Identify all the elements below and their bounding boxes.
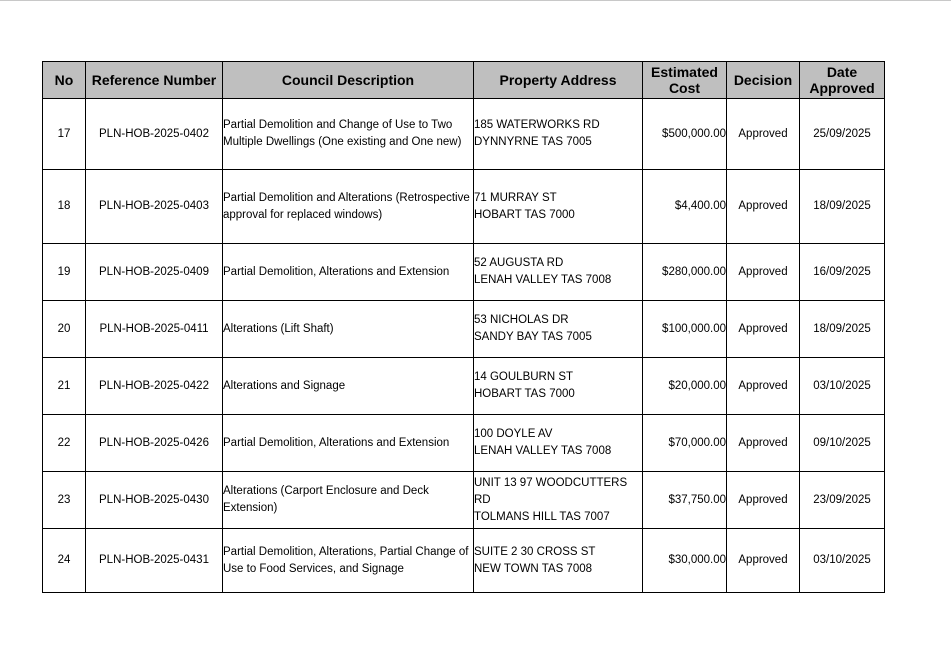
- cell-property-address: [474, 529, 643, 593]
- cell-estimated-cost: $4,400.00: [643, 170, 727, 244]
- cell-date-approved: 03/10/2025: [800, 358, 885, 415]
- cell-property-address: [474, 415, 643, 472]
- cell-decision: Approved: [727, 99, 800, 170]
- cell-no: 24: [43, 529, 86, 593]
- cell-date-approved: 25/09/2025: [800, 99, 885, 170]
- table-row: [43, 358, 885, 415]
- address-line-1: 52 AUGUSTA RD: [474, 257, 564, 269]
- cell-estimated-cost: $37,750.00: [643, 472, 727, 529]
- table-row: [43, 529, 885, 593]
- cell-council-description: Partial Demolition, Alterations, Partial Change of Use to Food Services, and Signage: [223, 529, 474, 593]
- address-line-1: 100 DOYLE AV: [474, 428, 553, 440]
- top-rule: [0, 0, 951, 1]
- cell-reference-number: PLN-HOB-2025-0402: [86, 99, 223, 170]
- address-line-1: UNIT 13 97 WOODCUTTERS RD: [474, 476, 628, 506]
- cell-date-approved: 03/10/2025: [800, 529, 885, 593]
- header-council-description: Council Description: [223, 62, 474, 99]
- address-line-1: 14 GOULBURN ST: [474, 371, 574, 383]
- cell-estimated-cost: $100,000.00: [643, 301, 727, 358]
- header-property-address: Property Address: [474, 62, 643, 99]
- address-line-2: HOBART TAS 7000: [474, 388, 575, 400]
- cell-property-address: [474, 472, 643, 529]
- cell-no: 21: [43, 358, 86, 415]
- cell-council-description: Partial Demolition and Alterations (Retrospective approval for replaced windows): [223, 170, 474, 244]
- table-row: [43, 472, 885, 529]
- address-line-1: SUITE 2 30 CROSS ST: [474, 545, 596, 558]
- cell-council-description: Alterations and Signage: [223, 358, 474, 415]
- address-line-2: LENAH VALLEY TAS 7008: [474, 274, 612, 286]
- table-row: [43, 170, 885, 244]
- table-row: [43, 415, 885, 472]
- cell-reference-number: PLN-HOB-2025-0430: [86, 472, 223, 529]
- cell-estimated-cost: $20,000.00: [643, 358, 727, 415]
- header-estimated-cost: Estimated Cost: [643, 62, 727, 99]
- cell-council-description: Partial Demolition and Change of Use to Two Multiple Dwellings (One existing and One new): [223, 99, 474, 170]
- cell-no: 20: [43, 301, 86, 358]
- header-reference-number: Reference Number: [86, 62, 223, 99]
- cell-no: 17: [43, 99, 86, 170]
- cell-estimated-cost: $500,000.00: [643, 99, 727, 170]
- table-header-row: [43, 62, 885, 99]
- cell-council-description: Partial Demolition, Alterations and Extension: [223, 415, 474, 472]
- cell-date-approved: 18/09/2025: [800, 170, 885, 244]
- table-row: [43, 301, 885, 358]
- address-line-2: LENAH VALLEY TAS 7008: [474, 445, 612, 457]
- cell-property-address: [474, 301, 643, 358]
- cell-no: 23: [43, 472, 86, 529]
- cell-reference-number: PLN-HOB-2025-0411: [86, 301, 223, 358]
- address-line-1: 71 MURRAY ST: [474, 191, 557, 204]
- cell-council-description: Alterations (Lift Shaft): [223, 301, 474, 358]
- header-no: No: [43, 62, 86, 99]
- cell-reference-number: PLN-HOB-2025-0422: [86, 358, 223, 415]
- table-row: [43, 244, 885, 301]
- cell-decision: Approved: [727, 244, 800, 301]
- cell-estimated-cost: $30,000.00: [643, 529, 727, 593]
- address-line-1: 53 NICHOLAS DR: [474, 314, 569, 326]
- table-row: [43, 99, 885, 170]
- cell-property-address: [474, 358, 643, 415]
- address-line-2: NEW TOWN TAS 7008: [474, 562, 593, 575]
- cell-decision: Approved: [727, 415, 800, 472]
- cell-property-address: [474, 99, 643, 170]
- cell-no: 22: [43, 415, 86, 472]
- cell-decision: Approved: [727, 529, 800, 593]
- address-line-2: HOBART TAS 7000: [474, 208, 575, 221]
- cell-decision: Approved: [727, 472, 800, 529]
- cell-reference-number: PLN-HOB-2025-0431: [86, 529, 223, 593]
- cell-estimated-cost: $70,000.00: [643, 415, 727, 472]
- cell-date-approved: 16/09/2025: [800, 244, 885, 301]
- cell-property-address: [474, 244, 643, 301]
- cell-reference-number: PLN-HOB-2025-0409: [86, 244, 223, 301]
- address-line-2: DYNNYRNE TAS 7005: [474, 136, 592, 148]
- planning-applications-table: [42, 61, 885, 593]
- cell-decision: Approved: [727, 358, 800, 415]
- header-date-approved: Date Approved: [800, 62, 885, 99]
- cell-property-address: [474, 170, 643, 244]
- cell-council-description: Alterations (Carport Enclosure and Deck Extension): [223, 472, 474, 529]
- address-line-2: SANDY BAY TAS 7005: [474, 331, 592, 343]
- cell-no: 18: [43, 170, 86, 244]
- cell-date-approved: 09/10/2025: [800, 415, 885, 472]
- cell-date-approved: 23/09/2025: [800, 472, 885, 529]
- cell-reference-number: PLN-HOB-2025-0426: [86, 415, 223, 472]
- cell-reference-number: PLN-HOB-2025-0403: [86, 170, 223, 244]
- address-line-1: 185 WATERWORKS RD: [474, 119, 600, 131]
- cell-decision: Approved: [727, 301, 800, 358]
- header-decision: Decision: [727, 62, 800, 99]
- cell-decision: Approved: [727, 170, 800, 244]
- cell-council-description: Partial Demolition, Alterations and Extension: [223, 244, 474, 301]
- address-line-2: TOLMANS HILL TAS 7007: [474, 510, 610, 523]
- cell-date-approved: 18/09/2025: [800, 301, 885, 358]
- cell-no: 19: [43, 244, 86, 301]
- cell-estimated-cost: $280,000.00: [643, 244, 727, 301]
